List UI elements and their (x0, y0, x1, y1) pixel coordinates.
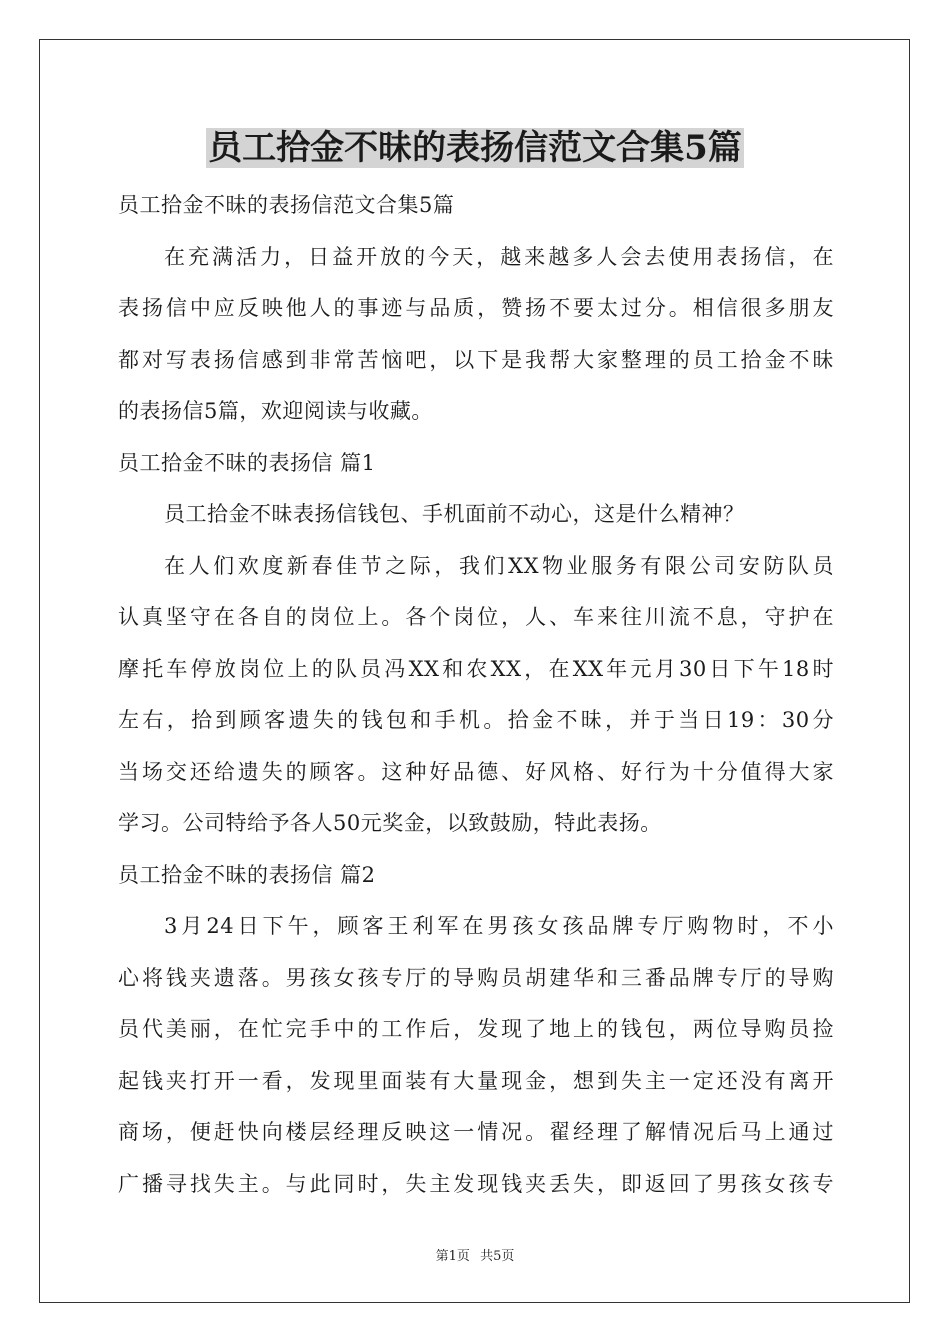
text-line: 员工拾金不昧表扬信钱包、手机面前不动心，这是什么精神？ (164, 502, 745, 526)
text-line: 员工拾金不昧的表扬信 篇2 (118, 862, 376, 887)
text-line: 在人们欢度新春佳节之际，我们XX物业服务有限公司安防队员 (164, 553, 834, 578)
text-line: 起钱夹打开一看，发现里面装有大量现金，想到失主一定还没有离开 (118, 1068, 834, 1093)
text-line: 在充满活力，日益开放的今天，越来越多人会去使用表扬信，在 (164, 244, 834, 269)
document-title-text: 员工拾金不昧的表扬信范文合集5篇 (208, 128, 742, 168)
text-line: 员工拾金不昧的表扬信范文合集5篇 (118, 193, 455, 217)
page-number-total: 共5页 (480, 1249, 515, 1264)
text-line: 的表扬信5篇，欢迎阅读与收藏。 (118, 399, 433, 423)
page-number-current: 第1页 (435, 1249, 470, 1264)
text-line: 员工拾金不昧的表扬信 篇1 (118, 450, 376, 475)
text-line: 广播寻找失主。与此同时，失主发现钱夹丢失，即返回了男孩女孩专 (118, 1171, 834, 1196)
text-line: 认真坚守在各自的岗位上。各个岗位，人、车来往川流不息，守护在 (118, 605, 834, 629)
text-line: 当场交还给遗失的顾客。这种好品德、好风格、好行为十分值得大家 (118, 759, 834, 784)
text-line: 学习。公司特给予各人50元奖金，以致鼓励，特此表扬。 (118, 811, 662, 835)
page-footer (0, 1248, 950, 1266)
text-line: 都对写表扬信感到非常苦恼吧，以下是我帮大家整理的员工拾金不昧 (118, 347, 834, 372)
text-line: 员代美丽，在忙完手中的工作后，发现了地上的钱包，两位导购员捡 (118, 1017, 834, 1041)
text-line: 表扬信中应反映他人的事迹与品质，赞扬不要太过分。相信很多朋友 (118, 296, 834, 320)
text-line: 3月24日下午，顾客王利军在男孩女孩品牌专厅购物时，不小 (164, 914, 834, 938)
text-line: 左右，拾到顾客遗失的钱包和手机。拾金不昧，并于当日19：30分 (118, 708, 834, 732)
document-title (0, 124, 950, 172)
document-body (118, 180, 834, 1210)
text-line: 商场，便赶快向楼层经理反映这一情况。翟经理了解情况后马上通过 (118, 1120, 834, 1144)
text-line: 心将钱夹遗落。男孩女孩专厅的导购员胡建华和三番品牌专厅的导购 (118, 965, 834, 990)
text-line: 摩托车停放岗位上的队员冯XX和农XX，在XX年元月30日下午18时 (118, 656, 834, 681)
